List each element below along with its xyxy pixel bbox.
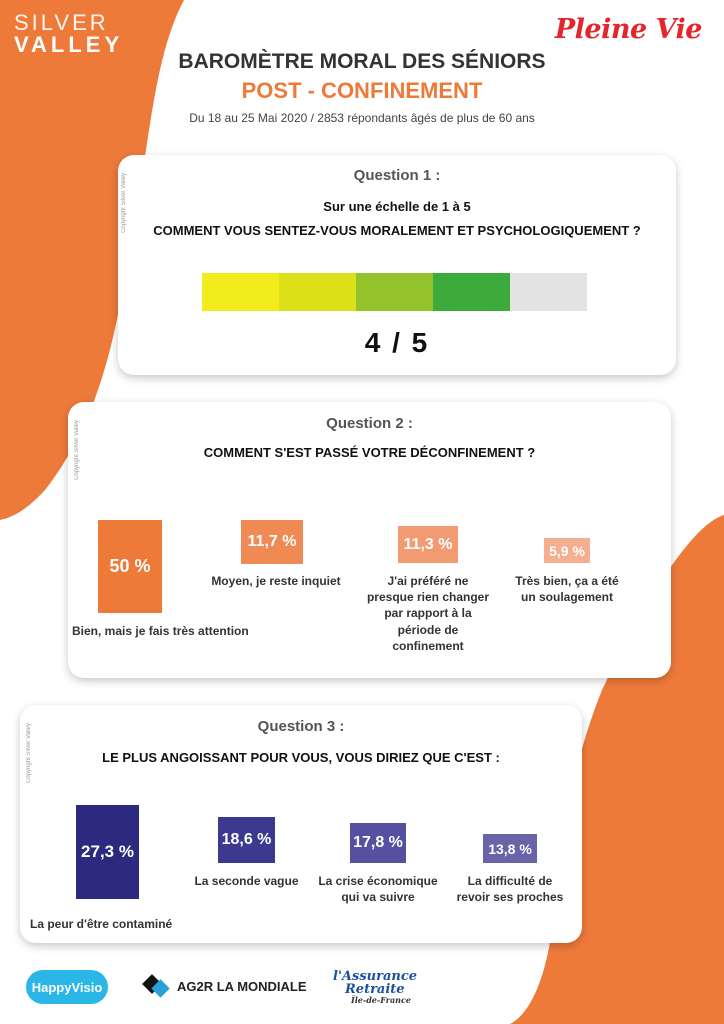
q2-bar-1	[98, 520, 162, 613]
ag2r-logo	[145, 974, 307, 998]
q3-label-1: La peur d'être contaminé	[30, 917, 173, 931]
ag2r-mark-icon	[145, 974, 169, 998]
q3-value-3: 17,8 %	[353, 834, 403, 851]
q3-bar-4	[483, 834, 537, 863]
q2-bar-4	[544, 538, 590, 563]
question2-text: COMMENT S'EST PASSÉ VOTRE DÉCONFINEMENT ?	[203, 445, 536, 460]
assurance-retraite-line3: Île-de-France	[351, 995, 411, 1005]
happyvisio-logo: HappyVisio	[26, 970, 108, 1004]
q3-bar-3	[350, 823, 406, 863]
q3-label-2: La seconde vague	[194, 874, 299, 888]
q3-label-4: La difficulté de revoir ses proches	[456, 874, 564, 905]
q2-bar-3	[398, 526, 458, 563]
assurance-retraite-logo	[333, 970, 417, 1004]
pleine-vie-logo: Pleine Vie	[554, 14, 702, 45]
q2-label-2: Moyen, je reste inquiet	[211, 574, 341, 588]
q2-bar-2	[241, 520, 303, 564]
silver-valley-logo-line2: VALLEY	[14, 32, 124, 57]
survey-period: Du 18 au 25 Mai 2020 / 2853 répondants âgés de plus de 60 ans	[189, 111, 535, 125]
scale-segment-4	[433, 273, 510, 311]
scale-segment-3	[356, 273, 433, 311]
page-title: BAROMÈTRE MORAL DES SÉNIORS	[178, 50, 546, 73]
copyright-note: Copyright Silver Valley	[26, 723, 32, 783]
assurance-retraite-line1: l'Assurance	[333, 969, 418, 984]
q3-value-4: 13,8 %	[488, 840, 532, 857]
q2-label-1: Bien, mais je fais très attention	[72, 624, 249, 638]
ag2r-logo-text: AG2R LA MONDIALE	[177, 978, 307, 994]
q2-value-2: 11,7 %	[247, 533, 297, 550]
mood-scale	[202, 273, 587, 311]
question3-title: Question 3 :	[257, 718, 345, 735]
scale-segment-2	[279, 273, 356, 311]
question1-title: Question 1 :	[353, 167, 441, 184]
q3-bar-2	[218, 817, 275, 863]
question2-title: Question 2 :	[326, 415, 413, 432]
question2-card	[68, 402, 671, 678]
question1-card	[118, 155, 676, 375]
q3-value-1: 27,3 %	[81, 842, 134, 861]
page-subtitle-orange: POST - CONFINEMENT	[241, 78, 483, 103]
question1-text-line2: COMMENT VOUS SENTEZ-VOUS MORALEMENT ET PSYCHOLOGIQUEMENT ?	[153, 223, 641, 238]
q3-label-3: La crise économique qui va suivre	[318, 874, 438, 905]
q3-bar-1	[76, 805, 139, 899]
silver-valley-logo-line1: SILVER	[14, 10, 109, 35]
q2-label-3: J'ai préféré ne presque rien changer par rapport à la période de confinement	[366, 574, 490, 653]
question1-text-line1: Sur une échelle de 1 à 5	[323, 199, 471, 214]
question3-card	[20, 705, 582, 943]
copyright-note: Copyright Silver Valley	[74, 420, 80, 480]
q2-value-3: 11,3 %	[403, 535, 453, 553]
q2-label-4: Très bien, ça a été un soulagement	[515, 574, 619, 605]
q3-value-2: 18,6 %	[221, 831, 272, 848]
question1-score: 4 / 5	[364, 327, 430, 358]
question3-text: LE PLUS ANGOISSANT POUR VOUS, VOUS DIRIEZ QUE C'EST :	[102, 750, 500, 765]
q2-value-1: 50 %	[109, 556, 151, 576]
q2-value-4: 5,9 %	[549, 542, 585, 559]
copyright-note: Copyright Silver Valley	[121, 173, 127, 233]
scale-segment-5	[510, 273, 587, 311]
assurance-retraite-line2: Retraite	[345, 982, 405, 997]
scale-segment-1	[202, 273, 279, 311]
